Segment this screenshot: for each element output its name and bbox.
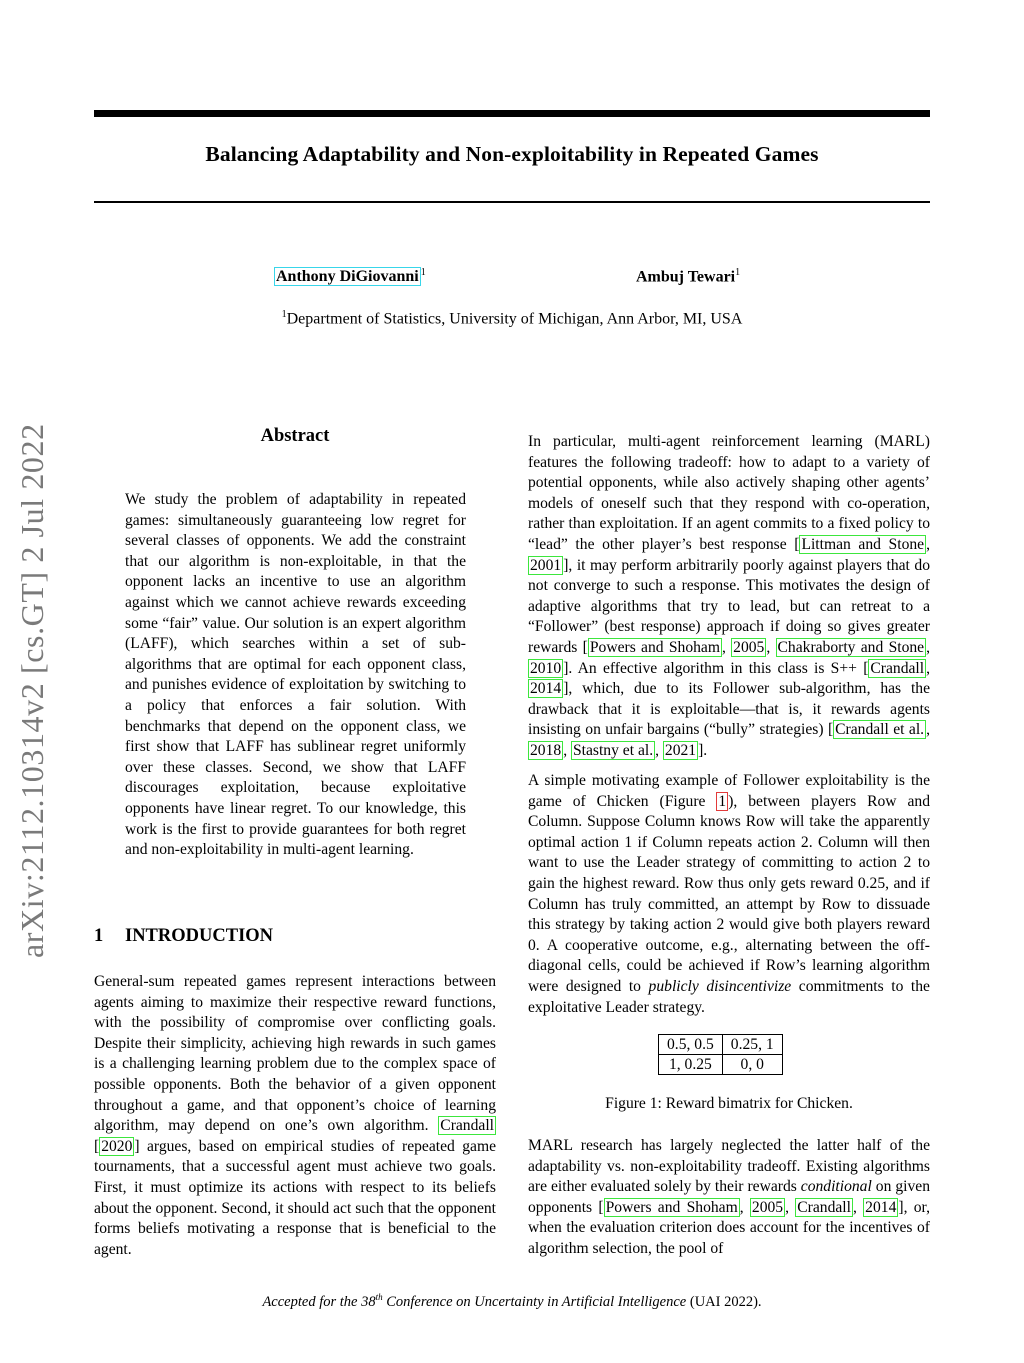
citation-powers-year[interactable]: 2005 [733, 638, 765, 656]
footer-post: Conference on Uncertainty in Artificial Intelligence [382, 1293, 687, 1310]
chicken-text-a: A simple motivating example of Follower exploitability is the game of Chicken (Figure [528, 772, 930, 810]
author-2 [636, 267, 740, 286]
citation-littman-year[interactable]: 2001 [530, 556, 562, 574]
citation-stastny-year[interactable]: 2021 [664, 741, 697, 759]
citation-crandall-et-al-year[interactable]: 2018 [530, 741, 562, 759]
citation-powers[interactable]: Powers and Shoham [589, 638, 720, 656]
chicken-text-c: commitments to the exploitative Leader strategy. [528, 977, 930, 1016]
citation-crandall-2014-2[interactable]: Crandall [797, 1198, 851, 1216]
tradeoff-emphasis: conditional [800, 1178, 872, 1196]
marl-text-c: . An effective algorithm in this class is S++ [568, 659, 857, 677]
tradeoff-text-a: MARL research has largely neglected the latter half of the adaptability vs. non-exploitability tradeoff. Existing algorithms are either evaluated solely by their rewards [528, 1137, 930, 1196]
paper-title: Balancing Adaptability and Non-exploitability in Repeated Games [205, 142, 819, 166]
marl-paragraph: In particular, multi-agent reinforcement learning (MARL) features the following tradeoff: how to adapt to a variety of potential opponents, while also actively shaping other agents’ models of oneself such that they respond with co-operation, rather than exploitation. If an agent commits to a fixed policy to “lead” the other player’s best response [ Littman and Stone , 2001 ], it may perform arbitrarily poorly against players that do not converge to such a response. This motivates the design of adaptive algorithms that try to lead, but can retreat to a “Follower” (best response) approach if doing so gives greater rewards [ Powers and Shoham , 2005 , Chakraborty and Stone , 2010 ]. An effective algorithm in this class is S++ [ Crandall , 2014 ], which, due to its Follower sub-algorithm, has the drawback that it is exploitable—that is, it rewards agents insisting on unfair bargains (“bully” strategies) [ Crandall et al. , 2018 , Stastny et al. , 2021 ]. [528, 433, 930, 759]
section-heading [94, 926, 273, 947]
citation-chakraborty-year[interactable]: 2010 [530, 659, 562, 677]
tradeoff-text-b: on given opponents [528, 1178, 930, 1216]
matrix-cell: 0.5, 0.5 [659, 1035, 723, 1055]
abstract-heading: Abstract [260, 426, 330, 446]
chicken-paragraph [528, 771, 930, 1018]
author-2-name: Ambuj Tewari [636, 268, 736, 286]
citation-crandall-2020[interactable]: Crandall [440, 1117, 494, 1135]
author-1 [274, 267, 426, 286]
title-top-rule [94, 110, 930, 117]
footer-sup: th [375, 1292, 383, 1302]
matrix-row [659, 1055, 783, 1075]
tradeoff-text-c: , or, when the evaluation criterion does account for the incentives of algorithm selection, the pool of [528, 1198, 931, 1257]
citation-stastny[interactable]: Stastny et al. [572, 741, 654, 759]
title-bottom-rule [94, 201, 930, 203]
matrix-cell: 0, 0 [722, 1055, 782, 1075]
abstract-text: We study the problem of adaptability in repeated games: simultaneously guaranteeing low regret for several classes of opponents. We add the constraint that our algorithm is non-exploitable, in that the opponent lacks an incentive to use an algorithm against which we cannot achieve rewards exceeding some “fair” value. Our solution is an expert algorithm (LAFF), which searches within a set of sub-algorithms that are optimal for each opponent class, and punishes evidence of exploitation by switching to a policy that enforces a fair solution. With benchmarks that depend on the opponent class, we first show that LAFF has sublinear regret uniformly over these classes. Second, we show that LAFF discourages exploitation, because exploitative opponents have linear regret. To our knowledge, this work is the first to provide guarantees for both regret and non-exploitability in multi-agent learning. [125, 491, 466, 859]
venue-footer [94, 1292, 930, 1311]
matrix-cell: 0.25, 1 [722, 1035, 782, 1055]
affiliation-mark: 1 [281, 309, 287, 320]
intro-text-a: General-sum repeated games represent interactions between agents aiming to maximize their respective reward functions, with the possibility of compromise over conflicting goals. Despite their simplicity, achieving high rewards in such games is a challenging learning problem due to the complex space of possible opponents. Both the behavior of a given opponent throughout a game, and that opponent’s choice of learning algorithm, may depend on one’s own algorithm. [94, 973, 496, 1135]
citation-littman[interactable]: Littman and Stone [801, 535, 925, 553]
citation-crandall-2020-year[interactable]: 2020 [101, 1137, 133, 1155]
tradeoff-paragraph: MARL research has largely neglected the latter half of the adaptability vs. non-exploitability tradeoff. Existing algorithms are either evaluated solely by their rewards conditional on given opponents [ Powers and Shoham , 2005 , Crandall , 2014 ], or, when the evaluation criterion does account for the incentives of algorithm selection, the pool of [528, 1137, 931, 1257]
author-1-affil-mark: 1 [420, 267, 426, 278]
matrix-cell: 1, 0.25 [659, 1055, 723, 1075]
citation-chakraborty[interactable]: Chakraborty and Stone [777, 638, 925, 656]
affiliation-text: Department of Statistics, University of Michigan, Ann Arbor, MI, USA [286, 310, 743, 328]
chicken-bimatrix [658, 1034, 783, 1075]
marl-text-a: In particular, multi-agent reinforcement learning (MARL) features the following tradeoff: how to adapt to a variety of potential opponents, while also actively shaping other agents’ models of oneself such that they respond with co-operation, rather than exploitation. If an agent commits to a fixed policy to “lead” the other player’s best response [528, 433, 930, 553]
intro-text-b: argues, based on empirical studies of repeated game tournaments, that a successful agent must achieve two goals. First, it must optimize its actions with respect to its beliefs about the opponent. Second, it should act such that the opponent forms beliefs motivating a response that is beneficial to the agent. [94, 1137, 497, 1258]
abstract-body [125, 490, 466, 861]
section-number: 1 [94, 926, 104, 946]
arxiv-stamp: arXiv:2112.10314v2 [cs.GT] 2 Jul 2022 [14, 423, 50, 958]
intro-paragraph: General-sum repeated games represent interactions between agents aiming to maximize their respective reward functions, with the possibility of compromise over conflicting goals. Despite their simplicity, achieving high rewards in such games is a challenging learning problem due to the complex space of possible opponents. Both the behavior of a given opponent throughout a game, and that opponent’s choice of learning algorithm, may depend on one’s own algorithm. Crandall [ 2020 ] argues, based on empirical studies of repeated game tournaments, that a successful agent must achieve two goals. First, it must optimize its actions with respect to its beliefs about the opponent. Second, it should act such that the opponent forms beliefs motivating a response that is beneficial to the agent. [94, 973, 497, 1258]
citation-powers-2[interactable]: Powers and Shoham [605, 1198, 738, 1216]
citation-crandall-2014-year[interactable]: 2014 [530, 680, 562, 698]
footer-pre: Accepted for the 38 [262, 1293, 376, 1310]
figure-1-caption: Figure 1: Reward bimatrix for Chicken. [605, 1095, 853, 1112]
affiliation [94, 309, 930, 328]
chicken-emphasis: publicly disincentivize [648, 977, 792, 995]
citation-crandall-2014[interactable]: Crandall [870, 659, 925, 677]
marl-text-b: , it may perform arbitrarily poorly against players that do not converge to such a response. This motivates the design of adaptive algorithms that try to lead, but can retreat to a “Follower” (best response) approach if doing so gives greater rewards [528, 556, 930, 656]
chicken-text-b: ), between players Row and Column. Suppose Column knows Row will take the apparently optimal action 1 if Column repeats action 2. Column will then want to use the Leader strategy of committing to action 2 to gain the highest reward. Row thus only gets reward 0.25, and if Column has truly committed, an attempt by Row to dissuade this strategy by taking action 2 would give both players reward 0. A cooperative outcome, e.g., alternating between the off-diagonal cells, could be achieved if Row’s learning algorithm were designed to [528, 792, 931, 995]
section-title: INTRODUCTION [125, 926, 274, 946]
citation-crandall-et-al[interactable]: Crandall et al. [835, 721, 925, 739]
marl-text-d: , which, due to its Follower sub-algorithm, has the drawback that it is exploitable—that is, it rewards agents insisting on unfair bargains (“bully” strategies) [528, 680, 930, 739]
citation-crandall-2014-2-year[interactable]: 2014 [865, 1198, 897, 1216]
citation-powers-2-year[interactable]: 2005 [751, 1198, 784, 1216]
author-1-link[interactable]: Anthony DiGiovanni [276, 268, 419, 286]
matrix-row [659, 1035, 783, 1055]
footer-venue: (UAI 2022). [689, 1293, 762, 1310]
figure-1-reference[interactable]: 1 [718, 792, 727, 810]
author-2-affil-mark: 1 [735, 267, 741, 278]
